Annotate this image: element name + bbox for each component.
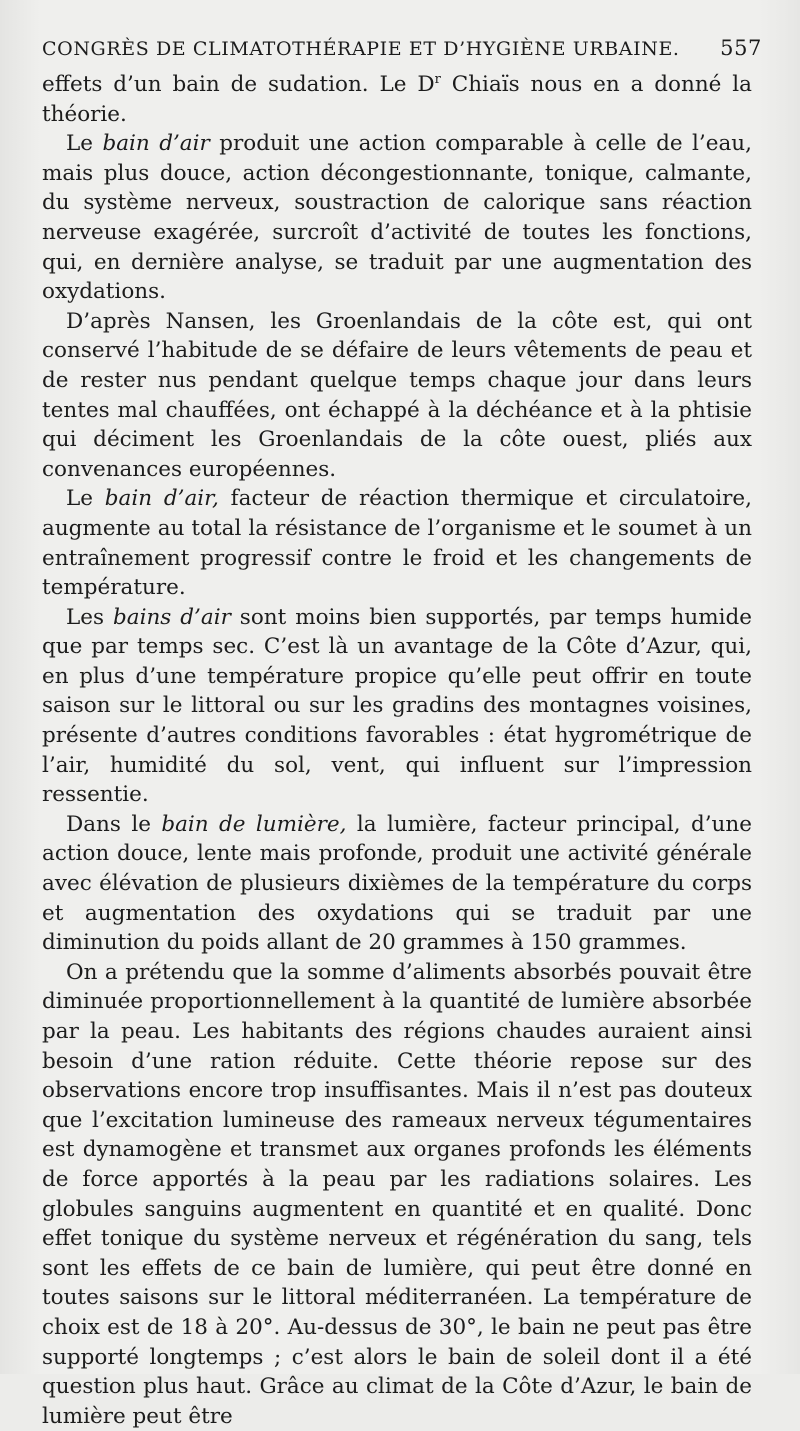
text-run: facteur de réaction thermique et circulatoire, augmente au total la résistance de l’organisme et le soumet à un entraînement progressif contre le froid et les changements de température. xyxy=(42,486,752,601)
text-run: la lumière, facteur principal, d’une action douce, lente mais profonde, produit une activité générale avec élévation de plusieurs dixièmes de la température du corps et augmentation des oxydations qui se traduit par une diminution du poids allant de 20 grammes à 150 grammes. xyxy=(42,811,752,956)
paragraph xyxy=(42,603,752,810)
text-run: Le xyxy=(66,486,105,512)
body-text xyxy=(42,70,752,1431)
italic-term: bain de lumière, xyxy=(161,811,347,837)
paragraph xyxy=(42,70,752,129)
text-run: On a prétendu que la somme d’aliments absorbés pouvait être diminuée proportionnellement à la quantité de lumière absorbée par la peau. Les habitants des régions chaudes auraient ainsi besoin d’une ration réduite. Cette théorie repose sur des observations encore trop insuffisantes. Mais il n’est pas douteux que l’excitation lumineuse des rameaux nerveux tégumentaires est dynamogène et transmet aux organes profonds les éléments de force apportés à la peau par les radiations solaires. Les globules sanguins augmentent en quantité et en qualité. Donc effet tonique du système nerveux et régénération du sang, tels sont les effets de ce bain de lumière, qui peut être donné en toutes saisons sur le littoral méditerranéen. La température de choix est de 18 à 20°. Au-dessus de 30°, le bain ne peut pas être supporté longtemps ; c’est alors le bain de soleil dont il a été question plus haut. Grâce au climat de la Côte d’Azur, le bain de lumière peut être xyxy=(42,959,752,1429)
paragraph xyxy=(42,958,752,1431)
text-run: Dans le xyxy=(66,811,162,837)
paragraph xyxy=(42,129,752,307)
italic-term: bain d’air, xyxy=(104,486,219,512)
italic-term: bain d’air xyxy=(102,131,210,157)
paragraph xyxy=(42,307,752,485)
running-header xyxy=(42,34,762,70)
text-run: D’après Nansen, les Groenlandais de la côte est, qui ont conservé l’habitude de se défaire de leurs vêtements de peau et de rester nus pendant quelque temps chaque jour dans leurs tentes mal chauffées, ont échappé à la déchéance et à la phtisie qui déciment les Groenlandais de la côte ouest, pliés aux convenances européennes. xyxy=(42,308,752,482)
superscript: r xyxy=(434,71,441,87)
text-run: Le xyxy=(66,131,103,157)
paragraph xyxy=(42,484,752,602)
paragraph xyxy=(42,810,752,958)
italic-term: bains d’air xyxy=(113,604,231,630)
text-run: Chiaïs nous en a donné la théorie. xyxy=(42,72,752,127)
running-title: CONGRÈS DE CLIMATOTHÉRAPIE ET D’HYGIÈNE URBAINE. xyxy=(42,38,680,60)
text-run: effets d’un bain de sudation. Le D xyxy=(42,72,435,97)
page-number: 557 xyxy=(720,36,762,60)
text-run: sont moins bien supportés, par temps humide que par temps sec. C’est là un avantage de la Côte d’Azur, qui, en plus d’une température propice qu’elle peut offrir en toute saison sur le littoral ou sur les gradins des montagnes voisines, présente d’autres conditions favorables : état hygrométrique de l’air, humidité du sol, vent, qui influent sur l’impression ressentie. xyxy=(42,604,752,808)
text-run: Les xyxy=(66,604,113,630)
text-run: produit une action comparable à celle de l’eau, mais plus douce, action décongestionnante, tonique, calmante, du système nerveux, soustraction de calorique sans réaction nerveuse exagérée, surcroît d’activité de toutes les fonctions, qui, en dernière analyse, se traduit par une augmentation des oxydations. xyxy=(42,131,752,305)
